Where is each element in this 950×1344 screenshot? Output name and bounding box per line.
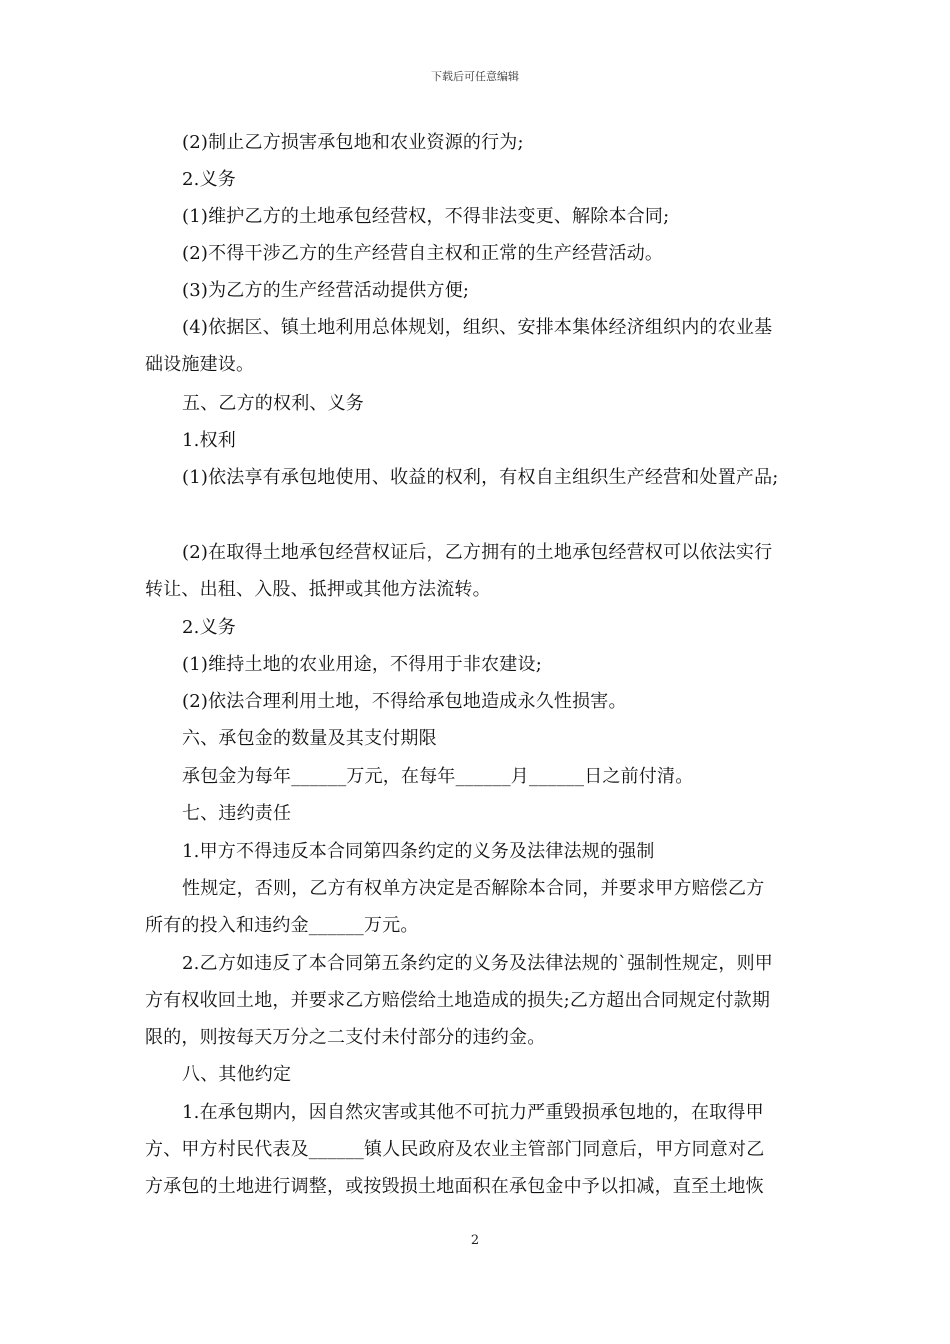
page-header: 下载后可任意编辑 xyxy=(431,70,519,83)
text-line: 方、甲方村民代表及______镇人民政府及农业主管部门同意后，甲方同意对乙 xyxy=(145,1139,765,1160)
text-line: 2.义务 xyxy=(182,169,236,190)
text-line: 承包金为每年______万元，在每年______月______日之前付清。 xyxy=(182,766,694,787)
text-line: (1)维持土地的农业用途，不得用于非农建设; xyxy=(182,654,542,675)
text-line: (2)在取得土地承包经营权证后，乙方拥有的土地承包经营权可以依法实行 xyxy=(182,542,773,563)
text-line: (1)依法享有承包地使用、收益的权利，有权自主组织生产经营和处置产品; xyxy=(182,467,779,488)
text-line: (4)依据区、镇土地利用总体规划，组织、安排本集体经济组织内的农业基 xyxy=(182,317,773,338)
text-line: 所有的投入和违约金______万元。 xyxy=(145,915,419,936)
text-line: (2)制止乙方损害承包地和农业资源的行为; xyxy=(182,132,524,153)
text-line: 转让、出租、入股、抵押或其他方法流转。 xyxy=(145,579,491,600)
section-heading: 六、承包金的数量及其支付期限 xyxy=(182,728,437,749)
text-line: 方承包的土地进行调整，或按毁损土地面积在承包金中予以扣减，直至土地恢 xyxy=(145,1176,764,1197)
text-line: (2)不得干涉乙方的生产经营自主权和正常的生产经营活动。 xyxy=(182,243,664,264)
text-line: 方有权收回土地，并要求乙方赔偿给土地造成的损失;乙方超出合同规定付款期 xyxy=(145,990,771,1011)
text-line: (1)维护乙方的土地承包经营权，不得非法变更、解除本合同; xyxy=(182,206,670,227)
text-line: 1.甲方不得违反本合同第四条约定的义务及法律法规的强制 xyxy=(182,841,655,862)
text-line: 2.义务 xyxy=(182,617,236,638)
text-line: 性规定，否则，乙方有权单方决定是否解除本合同，并要求甲方赔偿乙方 xyxy=(182,878,765,899)
text-line: 限的，则按每天万分之二支付未付部分的违约金。 xyxy=(145,1027,546,1048)
page-number: 2 xyxy=(470,1233,480,1248)
section-heading: 五、乙方的权利、义务 xyxy=(182,393,364,414)
text-line: (2)依法合理利用土地，不得给承包地造成永久性损害。 xyxy=(182,691,627,712)
section-heading: 七、违约责任 xyxy=(182,803,292,824)
text-line: 1.权利 xyxy=(182,430,236,451)
text-line: 2.乙方如违反了本合同第五条约定的义务及法律法规的`强制性规定，则甲 xyxy=(182,953,773,974)
text-line: (3)为乙方的生产经营活动提供方便; xyxy=(182,280,470,301)
section-heading: 八、其他约定 xyxy=(182,1064,292,1085)
text-line: 础设施建设。 xyxy=(145,354,255,375)
text-line: 1.在承包期内，因自然灾害或其他不可抗力严重毁损承包地的，在取得甲 xyxy=(182,1102,764,1123)
